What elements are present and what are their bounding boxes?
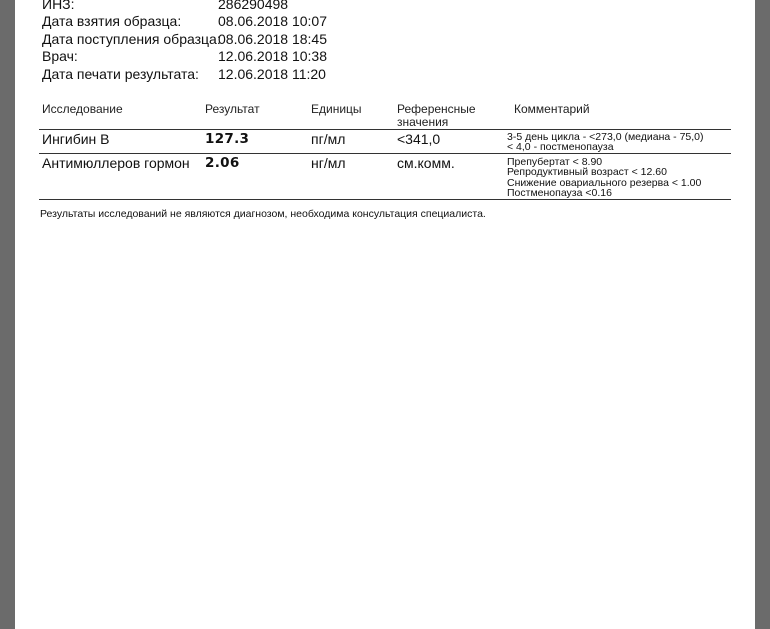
table-row-rule: [39, 153, 731, 154]
row-result: 2.06: [205, 155, 240, 171]
row-comment-line: 3-5 день цикла - <273,0 (медиана - 75,0): [507, 131, 704, 143]
table-bottom-rule: [39, 199, 731, 200]
meta-value-sample-date: 08.06.2018 10:07: [218, 13, 327, 29]
meta-value-received-date: 08.06.2018 18:45: [218, 31, 327, 47]
row-result: 127.3: [205, 131, 250, 147]
header-study: Исследование: [42, 102, 123, 116]
meta-label-inz: ИНЗ:: [42, 0, 75, 12]
row-comment-line: Постменопауза <0.16: [507, 187, 612, 199]
header-reference-line1: Референсные: [397, 102, 476, 116]
row-comment-line: Препубертат < 8.90: [507, 156, 603, 168]
document-page: [15, 0, 755, 629]
meta-label-received-date: Дата поступления образца:: [42, 31, 221, 47]
row-study: Антимюллеров гормон: [42, 155, 190, 171]
row-units: нг/мл: [311, 155, 346, 171]
row-comment-line: Снижение овариального резерва < 1.00: [507, 177, 702, 189]
table-header-rule: [39, 129, 731, 130]
meta-value-inz: 286290498: [218, 0, 289, 12]
meta-label-print-date: Дата печати результата:: [42, 66, 199, 82]
row-reference: <341,0: [397, 131, 441, 147]
header-reference-line2: значения: [397, 115, 449, 129]
row-units: пг/мл: [311, 131, 346, 147]
row-comment-line: < 4,0 - постменопауза: [507, 141, 614, 153]
header-result: Результат: [205, 102, 260, 116]
row-comment-line: Репродуктивный возраст < 12.60: [507, 166, 667, 178]
meta-label-doctor: Врач:: [42, 48, 78, 64]
meta-value-doctor: 12.06.2018 10:38: [218, 48, 327, 64]
meta-value-print-date: 12.06.2018 11:20: [218, 66, 326, 82]
row-reference: см.комм.: [397, 155, 455, 171]
disclaimer-text: Результаты исследований не являются диагнозом, необходима консультация специалиста.: [40, 208, 486, 220]
row-study: Ингибин В: [42, 131, 110, 147]
meta-label-sample-date: Дата взятия образца:: [42, 13, 182, 29]
header-units: Единицы: [311, 102, 362, 116]
header-comment: Комментарий: [514, 102, 590, 116]
